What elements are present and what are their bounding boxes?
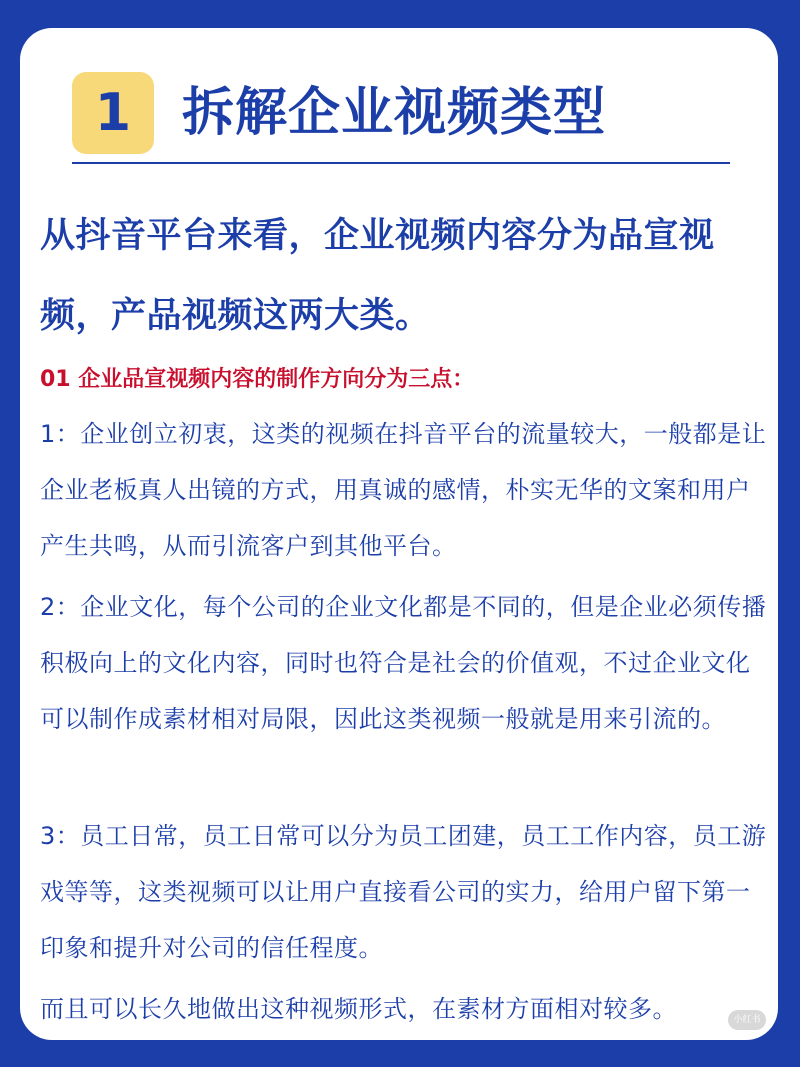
section-header [72, 72, 730, 164]
paragraph-culture: 2：企业文化，每个公司的企业文化都是不同的，但是企业必须传播积极向上的文化内容，同时也符合是社会的价值观，不过企业文化可以制作成素材相对局限，因此这类视频一般就是用来引流的。 [40, 593, 767, 733]
content-card [20, 28, 778, 1040]
paragraph-daily: 3：员工日常，员工日常可以分为员工团建，员工工作内容，员工游戏等等，这类视频可以让用户直接看公司的实力，给用户留下第一印象和提升对公司的信任程度。 [40, 822, 767, 962]
paragraph-closing: 而且可以长久地做出这种视频形式，在素材方面相对较多。 [40, 995, 677, 1023]
intro-text: 从抖音平台来看，企业视频内容分为品宣视频，产品视频这两大类。 [40, 216, 715, 336]
subheading: 01 企业品宣视频内容的制作方向分为三点： [40, 367, 475, 392]
watermark-badge: 小红书 [728, 1010, 766, 1030]
paragraph-founding: 1：企业创立初衷，这类的视频在抖音平台的流量较大，一般都是让企业老板真人出镜的方式，用真诚的感情，朴实无华的文案和用户产生共鸣，从而引流客户到其他平台。 [40, 420, 767, 560]
section-number-badge: 1 [72, 72, 154, 154]
page-title: 拆解企业视频类型 [182, 83, 607, 143]
